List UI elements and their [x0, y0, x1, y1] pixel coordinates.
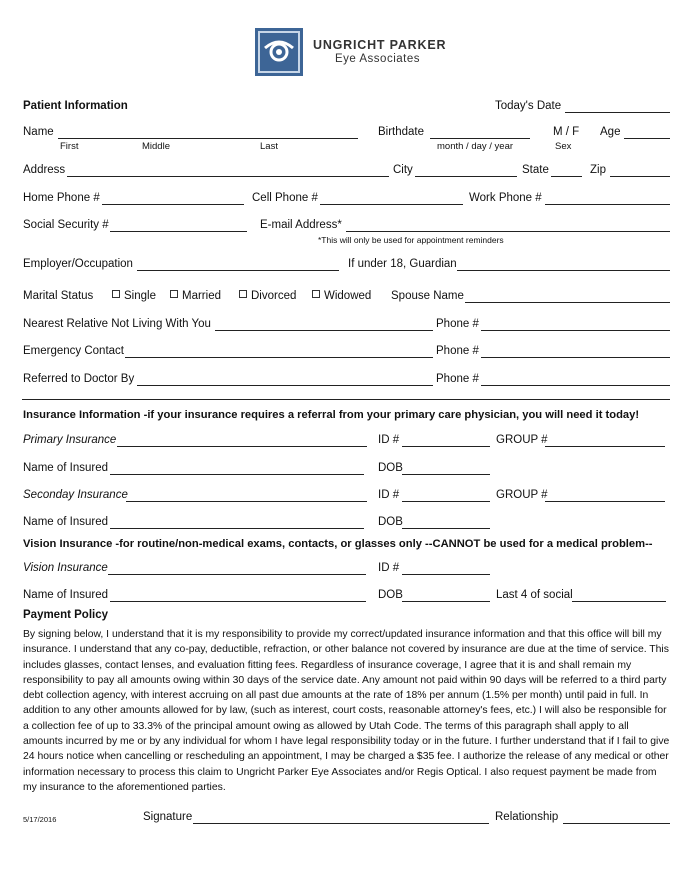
vision-insurance-label: Vision Insurance	[23, 562, 108, 574]
relative-phone-label: Phone #	[436, 318, 479, 330]
cell-phone-label: Cell Phone #	[252, 192, 318, 204]
spouse-label: Spouse Name	[391, 290, 464, 302]
relative-label: Nearest Relative Not Living With You	[23, 318, 211, 330]
form-date: 5/17/2016	[23, 815, 57, 824]
secondary-insured-label: Name of Insured	[23, 516, 109, 528]
cell-phone-field[interactable]	[320, 204, 463, 205]
primary-insurance-field[interactable]	[117, 446, 367, 447]
address-field[interactable]	[67, 176, 389, 177]
primary-group-field[interactable]	[545, 446, 665, 447]
logo-mark	[255, 28, 303, 76]
email-label: E-mail Address*	[260, 219, 342, 231]
primary-dob-label: DOB	[378, 462, 403, 474]
divorced-label: Divorced	[251, 290, 297, 302]
employer-field[interactable]	[137, 270, 339, 271]
emergency-field[interactable]	[125, 357, 433, 358]
birthdate-label: Birthdate	[378, 126, 425, 138]
todays-date-field[interactable]	[565, 112, 670, 113]
home-phone-label: Home Phone #	[23, 192, 100, 204]
email-field[interactable]	[346, 231, 670, 232]
primary-insured-label: Name of Insured	[23, 462, 109, 474]
email-note: *This will only be used for appointment reminders	[318, 235, 504, 245]
relationship-label: Relationship	[495, 811, 559, 823]
guardian-label: If under 18, Guardian	[348, 258, 457, 270]
relationship-field[interactable]	[563, 823, 670, 824]
widowed-option[interactable]	[312, 290, 371, 302]
secondary-dob-field[interactable]	[402, 528, 490, 529]
primary-insured-field[interactable]	[110, 474, 364, 475]
primary-insurance-label: Primary Insurance	[23, 434, 117, 446]
payment-policy-title: Payment Policy	[23, 609, 109, 621]
marital-label: Marital Status	[23, 290, 94, 302]
zip-field[interactable]	[610, 176, 670, 177]
last-sublabel: Last	[260, 141, 278, 152]
payment-policy-text: By signing below, I understand that it is my responsibility to provide my correct/updated insurance information and that this office will bill my insurance. I understand that any co-pay, deductible, refraction, or other balance not covered by insurance are due at the time of service. This includes glasses, contact lenses, and evaluation fitting fees. Regardless of insurance coverage, I agree that it is and shall remain my responsibility to pay all amounts owing within 30 days of the service date. Any amount not paid within 90 days will be referred to a third party debt collection agency, with interest accruing on all past due amounts at the rate of 18% per annum (1.5% per month) until paid in full. In addition to any other amounts allowed for by law, (such as interest, court costs, reasonable attorney's fees, etc.) I will also be responsible for a collection fee of up to 33.3% of the principal amount owing as allowed by Utah Code. The terms of this paragraph shall apply to all amounts incurred by me or by any individual for whom I have legal responsibility today or in the future. I further understand that if I fail to give 24 hours notice when cancelling or rescheduling an appointment, I may be charged a $35 fee. I authorize the release of any medical or other information necessary to process this claim to Ungricht Parker Eye Associates and/or Regis Optical. I also request payment be made from my insurance to the aforementioned parties.	[23, 629, 670, 793]
secondary-insured-field[interactable]	[110, 528, 364, 529]
single-label: Single	[124, 290, 156, 302]
middle-sublabel: Middle	[142, 141, 170, 152]
birthdate-field[interactable]	[430, 138, 530, 139]
single-option[interactable]	[112, 290, 156, 302]
signature-label: Signature	[143, 811, 193, 823]
vision-dob-field[interactable]	[402, 601, 490, 602]
spouse-field[interactable]	[465, 302, 670, 303]
emergency-label: Emergency Contact	[23, 345, 124, 357]
age-field[interactable]	[624, 138, 670, 139]
emergency-phone-label: Phone #	[436, 345, 479, 357]
married-option[interactable]	[170, 290, 221, 302]
birthdate-hint: month / day / year	[437, 141, 514, 152]
name-label: Name	[23, 126, 54, 138]
single-checkbox[interactable]	[112, 290, 120, 298]
emergency-phone-field[interactable]	[481, 357, 670, 358]
age-label: Age	[600, 126, 621, 138]
ssn-label: Social Security #	[23, 219, 109, 231]
divorced-checkbox[interactable]	[239, 290, 247, 298]
name-field[interactable]	[58, 138, 358, 139]
employer-label: Employer/Occupation	[23, 258, 133, 270]
section-divider	[22, 399, 670, 400]
brand-name: UNGRICHT PARKER	[313, 38, 447, 52]
widowed-checkbox[interactable]	[312, 290, 320, 298]
signature-field[interactable]	[193, 823, 489, 824]
widowed-label: Widowed	[324, 290, 372, 302]
last4-field[interactable]	[572, 601, 666, 602]
married-label: Married	[182, 290, 221, 302]
relative-phone-field[interactable]	[481, 330, 670, 331]
secondary-insurance-field[interactable]	[126, 501, 367, 502]
work-phone-field[interactable]	[545, 204, 670, 205]
home-phone-field[interactable]	[102, 204, 244, 205]
secondary-group-label: GROUP #	[496, 489, 548, 501]
primary-dob-field[interactable]	[402, 474, 490, 475]
secondary-insurance-label: Seconday Insurance	[23, 489, 128, 501]
section-title-patient: Patient Information	[23, 100, 128, 112]
first-sublabel: First	[60, 141, 79, 152]
state-field[interactable]	[551, 176, 582, 177]
referred-phone-field[interactable]	[481, 385, 670, 386]
zip-label: Zip	[590, 164, 606, 176]
vision-title: Vision Insurance -for routine/non-medical exams, contacts, or glasses only --CANNOT be used for a medical problem--	[23, 538, 653, 550]
city-label: City	[393, 164, 413, 176]
vision-insured-label: Name of Insured	[23, 589, 109, 601]
vision-dob-label: DOB	[378, 589, 403, 601]
secondary-id-label: ID #	[378, 489, 400, 501]
secondary-dob-label: DOB	[378, 516, 403, 528]
secondary-id-field[interactable]	[402, 501, 490, 502]
referred-label: Referred to Doctor By	[23, 373, 135, 385]
eye-logo-icon	[255, 28, 303, 76]
city-field[interactable]	[415, 176, 517, 177]
state-label: State	[522, 164, 549, 176]
work-phone-label: Work Phone #	[469, 192, 542, 204]
primary-id-label: ID #	[378, 434, 400, 446]
divorced-option[interactable]	[239, 290, 296, 302]
married-checkbox[interactable]	[170, 290, 178, 298]
ssn-field[interactable]	[110, 231, 247, 232]
sex-sublabel: Sex	[555, 141, 572, 152]
vision-id-label: ID #	[378, 562, 400, 574]
primary-group-label: GROUP #	[496, 434, 548, 446]
secondary-group-field[interactable]	[545, 501, 665, 502]
primary-id-field[interactable]	[402, 446, 490, 447]
vision-id-field[interactable]	[402, 574, 490, 575]
brand-subtitle: Eye Associates	[335, 53, 420, 65]
vision-insurance-field[interactable]	[108, 574, 366, 575]
address-label: Address	[23, 164, 66, 176]
referred-field[interactable]	[137, 385, 433, 386]
insurance-title: Insurance Information -if your insurance requires a referral from your primary care physician, you will need it today!	[23, 409, 640, 421]
todays-date-label: Today's Date	[495, 100, 562, 112]
relative-field[interactable]	[215, 330, 433, 331]
referred-phone-label: Phone #	[436, 373, 479, 385]
vision-insured-field[interactable]	[110, 601, 366, 602]
last4-label: Last 4 of social	[496, 589, 573, 601]
mf-label[interactable]: M / F	[553, 126, 580, 138]
guardian-field[interactable]	[457, 270, 670, 271]
